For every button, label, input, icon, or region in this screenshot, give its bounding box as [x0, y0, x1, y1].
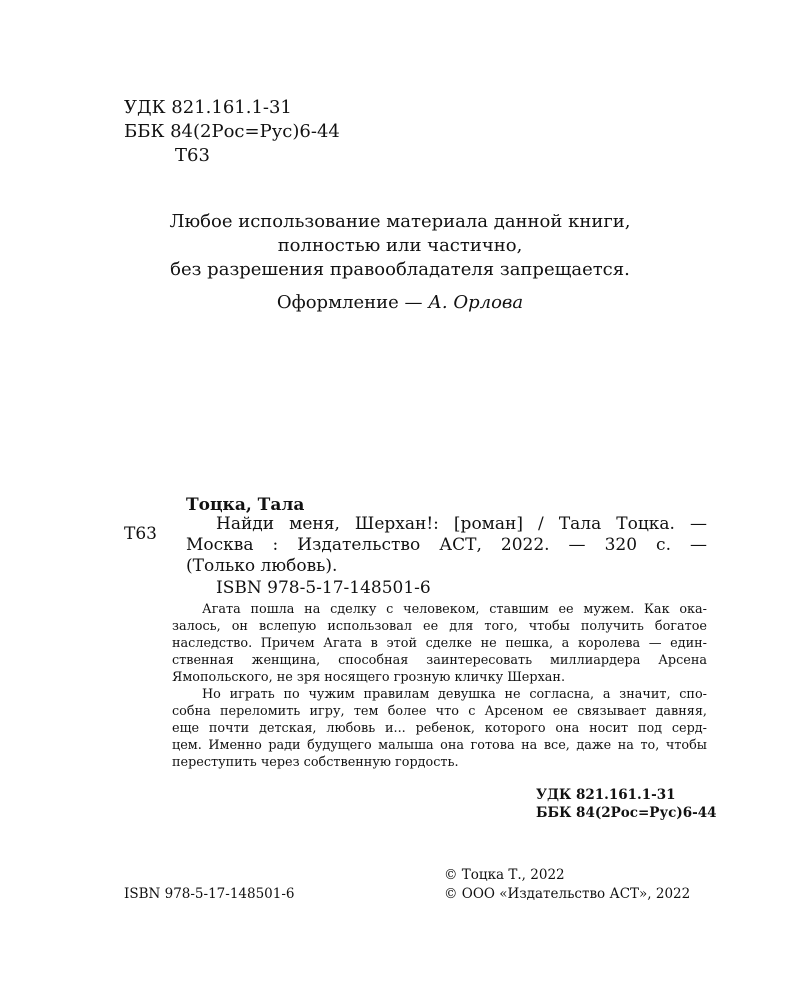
bib-isbn: ISBN 978-5-17-148501-6: [216, 578, 431, 598]
annotation-line-1: Агата пошла на сделку с человеком, ставшим ее мужем. Как ока-: [202, 602, 707, 617]
annotation-line-10: переступить через собственную гордость.: [172, 755, 459, 770]
bottom-bbk-code: ББК 84(2Рос=Рус)6-44: [536, 805, 717, 821]
annotation-line-4: ственная женщина, способная заинтересовать миллиардера Арсена: [172, 653, 707, 668]
annotation-line-5: Ямопольского, не зря носящего грозную кличку Шерхан.: [172, 670, 566, 685]
copyright-notice-line-3: без разрешения правообладателя запрещается.: [170, 259, 630, 280]
bottom-udk-code: УДК 821.161.1-31: [536, 787, 676, 803]
designer-name: А. Орлова: [428, 292, 524, 313]
copyright-notice-line-1: Любое использование материала данной книги,: [169, 211, 631, 232]
copyright-publisher: © ООО «Издательство АСТ», 2022: [444, 886, 691, 902]
design-credit: [0, 292, 800, 313]
bbk-code: ББК 84(2Рос=Рус)6-44: [124, 121, 340, 142]
annotation-line-2: залось, он вслепую использовал ее для того, чтобы получить богатое: [172, 619, 707, 634]
bib-line-2: Москва : Издательство АСТ, 2022. — 320 с. —: [186, 535, 707, 555]
annotation-line-8: еще почти детская, любовь и... ребенок, которого она носит под серд-: [172, 721, 707, 736]
bib-author: Тоцка, Тала: [186, 495, 305, 515]
annotation-line-9: цем. Именно ради будущего малыша она готова на все, даже на то, чтобы: [172, 738, 707, 753]
annotation-line-3: наследство. Причем Агата в этой сделке не пешка, а королева — един-: [172, 636, 707, 651]
footer-isbn: ISBN 978-5-17-148501-6: [124, 886, 295, 902]
copyright-author: © Тоцка Т., 2022: [444, 867, 565, 883]
author-mark: Т63: [175, 145, 210, 166]
annotation-line-7: собна переломить игру, тем более что с Арсеном ее связывает давняя,: [172, 704, 707, 719]
bib-line-1: Найди меня, Шерхан!: [роман] / Тала Тоцка. —: [216, 514, 707, 534]
copyright-notice-line-2: полностью или частично,: [277, 235, 523, 256]
bib-author-mark: Т63: [124, 524, 157, 544]
design-label: Оформление —: [276, 292, 429, 313]
bib-line-3: (Только любовь).: [186, 556, 338, 576]
udk-code: УДК 821.161.1-31: [124, 97, 292, 118]
annotation-line-6: Но играть по чужим правилам девушка не согласна, а значит, спо-: [202, 687, 707, 702]
